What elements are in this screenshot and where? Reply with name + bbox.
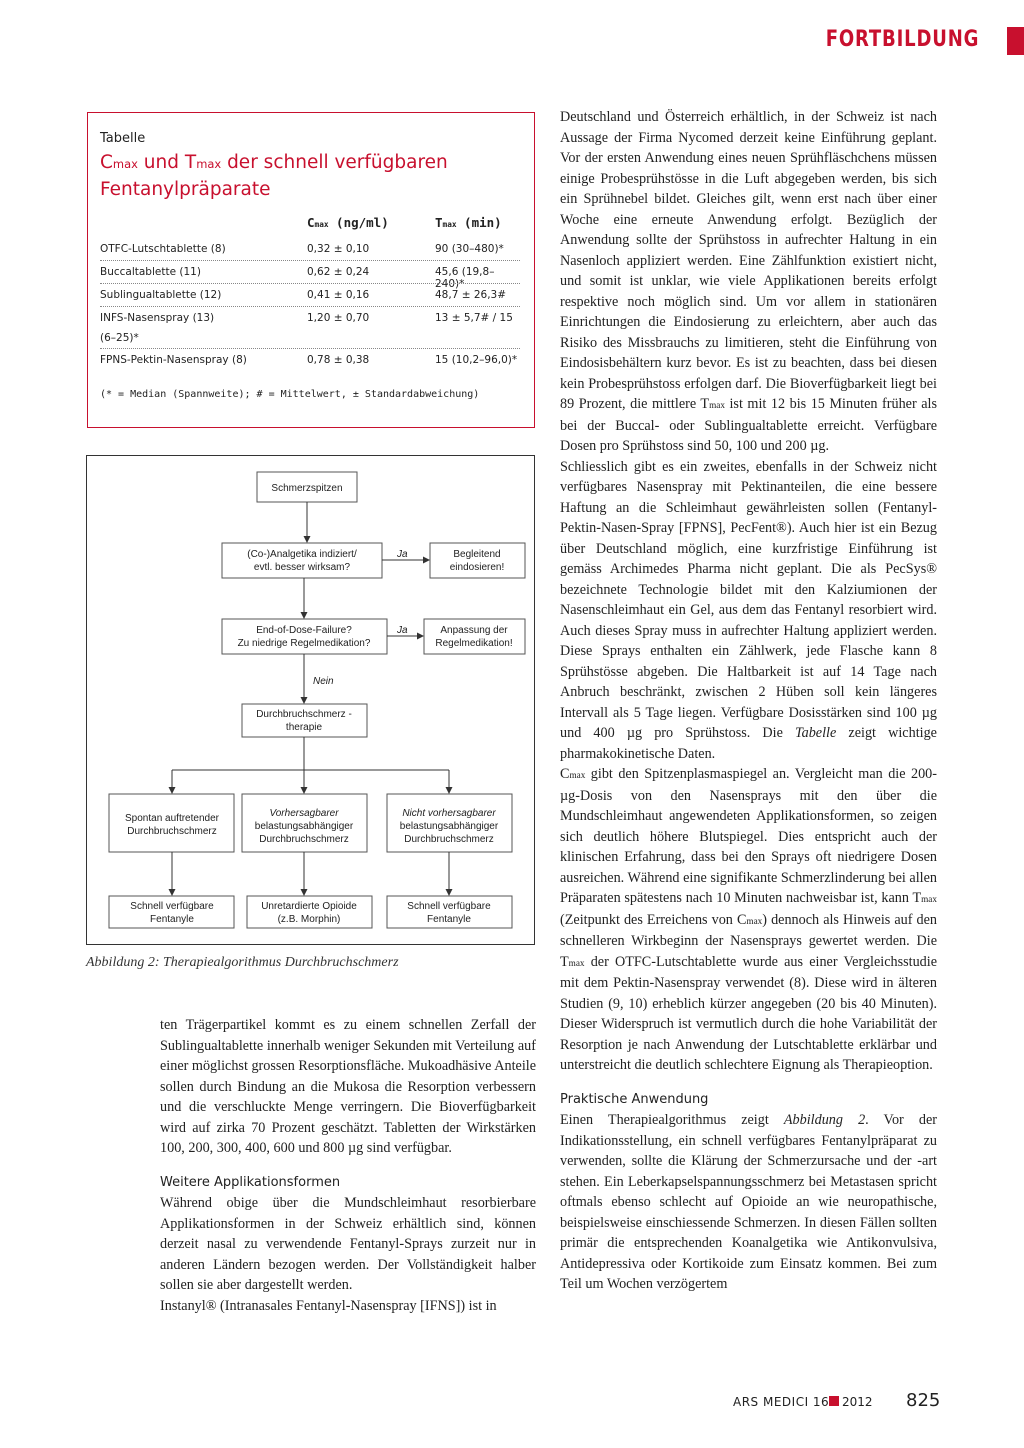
flow-text: Vorhersagbarer [269,808,339,819]
table-title: Cmax und Tmax der schnell verfügbaren Fentanylpräparate [100,152,448,200]
flow-text: Zu niedrige Regelmedikation? [237,638,371,649]
flow-text: Schnell verfügbare [407,901,491,912]
flow-label-nein: Nein [313,676,334,687]
flow-text: Fentanyle [150,914,194,925]
magazine-name: ARS MEDICI 16 [733,1395,830,1409]
footer-square-mark [829,1396,839,1406]
section-title: FORTBILDUNG [825,27,979,52]
column-header-cmax: Cmax (ng/ml) [307,215,389,230]
section-color-block [1007,27,1024,55]
right-column [560,107,937,1295]
flow-text: (Co-)Analgetika indiziert/ [247,549,357,560]
flowchart [87,456,536,946]
paragraph: Deutschland und Österreich erhältlich, in der Schweiz ist nach Aussage der Firma Nycomed derzeit keine Einführung geplant. Vor der ersten Anwendung eines neuen Sprühfläschchens müssen einige Probesprühstösse in die Luft abgegeben werden, bis sich ein Sprühnebel bildet. Gleiches gilt, wenn erst nach über einer Woche eine erneute Anwendung erfolgt. Bezüglich der Anwendung sollte der Sprühstoss in aufrechter Haltung in ein Nasenloch appliziert werden. Eine Zählfunktion existiert nicht, und somit ist unklar, wie viele Applikationen bereits erfolgt respektive noch möglich sind. Um vor allem in stationären Einrichtungen die Eindosierung zu erleichtern, aber auch das Risiko des Missbrauchs zu limitieren, steht die Einführung von Eindosisbehältern kurz bevor. Es ist zu beachten, dass bei diesen kein Probesprühstoss erfolgen darf. Die Bioverfügbarkeit liegt bei 89 Prozent, die mittlere Tmax ist mit 12 bis 15 Minuten früher als bei der Buccal- oder Sublingualtablette erreicht. Verfügbare Dosen pro Sprühstoss sind 50, 100 und 200 µg. [560,109,937,454]
paragraph: Während obige über die Mundschleimhaut resorbierbare Applikationsformen in der Schweiz erhältlich sind, können derzeit nasal zu verwendende Fentanyl-Sprays zurzeit nur in anderen Ländern bezogen werden. Der Vollständigkeit halber sollen sie aber dargestellt werden. [160,1195,536,1293]
table-row: INFS-Nasenspray (13) 1,20 ± 0,70 13 ± 5,7# / 15 (6–25)* [100,312,513,344]
paragraph: Schliesslich gibt es ein zweites, ebenfalls in der Schweiz nicht verfügbares Nasenspray mit Pektinanteilen, die eine bessere Haftung an die Schleimhaut gewährleisten sollen (Fentanyl-Pektin-Nasen-Spray [FPNS], PecFent®). Auch hier ist ein Bezug über Deutschland möglich, eine kurzfristige Einführung ist gemäss Archimedes Pharma nicht geplant. Die als PecSys® bezeichnete Technologie bildet mit den Kalziumionen der Nasenschleimhaut ein Gel, aus dem das Fentanyl resorbiert wird. Auch dieses Spray muss in aufrechter Haltung appliziert werden. Diese Sprays enthalten ein Zählwerk, jede Flasche kann 8 Sprühstösse abgeben. Die Haltbarkeit ist auf 14 Tage nach Anbruch beschränkt, zwischen 2 Hüben soll kein längeres Intervall als 5 Tage liegen. Verfügbare Dosisstärken sind 100 µg und 400 µg pro Sprühstoss. Die Tabelle zeigt wichtige pharmakokinetische Daten. [560,458,937,762]
flow-text: eindosieren! [449,562,505,573]
flow-text: Regelmedikation! [435,638,513,649]
figure-caption: Abbildung 2: Therapiealgorithmus Durchbruchschmerz [86,955,399,970]
page-number: 825 [906,1390,941,1411]
flow-text: therapie [285,722,323,733]
flow-text: Durchbruchschmerz [127,826,217,837]
flow-text: Schmerzspitzen [271,483,343,494]
table-row: Buccaltablette (11) 0,62 ± 0,24 45,6 (19,8–240)* [100,266,495,290]
paragraph: Cmax gibt den Spitzenplasmaspiegel an. Vergleicht man die 200-µg-Dosis von den Nasensprays mit den über die Mundschleimhaut angewendeten Applikationsformen, so zeigen sich deutlich höhere Blutspiegel. Dies entspricht auch der klinischen Erfahrung, dass bei den Sprays oft niedrigere Dosen ausreichen. Während eine signifikante Schmerzlinderung bei allen Präparaten spätestens nach 10 Minuten nachweisbar ist, kann Tmax (Zeitpunkt des Erreichens von Cmax) dennoch als Hinweis auf den schnelleren Wirkbeginn der Nasensprays gewertet werden. Die Tmax der OTFC-Lutschtablette wurde aus einer Vergleichsstudie mit dem Pektin-Nasenspray verwendet (8). Diese wird in älteren Studien (9, 10) erheblich kürzer angegeben (20 bis 40 Minuten). Dieser Widerspruch ist vermutlich durch die hohe Variabilität der Resorption je nach Anwendung der Lutschtablette erklärbar und unterstreicht die deutlich schlechtere Eignung als Therapieoption. [560,766,938,1073]
paragraph: Instanyl® (Intranasales Fentanyl-Nasenspray [IFNS]) ist in [160,1297,497,1314]
flow-text: belastungsabhängiger [254,821,354,832]
flow-text: (z.B. Morphin) [277,914,341,925]
flow-text: Begleitend [453,549,501,560]
flow-text: Fentanyle [427,914,471,925]
flow-text: End-of-Dose-Failure? [256,625,352,636]
left-column [160,1015,536,1316]
flow-text: Durchbruchschmerz [259,834,349,845]
flow-text: Unretardierte Opioide [261,901,357,912]
table-footnote: (* = Median (Spannweite); # = Mittelwert, ± Standardabweichung) [100,389,480,400]
table-kicker: Tabelle [100,131,146,146]
table-row: FPNS-Pektin-Nasenspray (8) 0,78 ± 0,38 15 (10,2–96,0)* [100,354,518,366]
flow-label-ja: Ja [397,625,408,636]
flow-text: evtl. besser wirksam? [253,562,351,573]
flow-text: Durchbruchschmerz - [256,709,352,720]
paragraph: ten Trägerpartikel kommt es zu einem schnellen Zerfall der Sublingualtablette innerhalb weniger Sekunden mit Verteilung auf einer möglichst grossen Resorptionsfläche. Mukoadhäsive Anteile sollen durch Bindung an die Mukosa die Resorption verbessern und die verschluckte Menge verringern. Die Bioverfügbarkeit wird auf zirka 70 Prozent geschätzt. Tabletten der Wirkstärken 100, 200, 300, 400, 600 und 800 µg sind verfügbar. [160,1017,536,1156]
column-header-tmax: Tmax (min) [435,215,502,230]
flow-text: Schnell verfügbare [130,901,214,912]
subheading: Praktische Anwendung [560,1091,709,1107]
flowchart-frame [86,455,535,945]
flow-text: Nicht vorhersagbarer [402,808,496,819]
flow-label-ja: Ja [397,549,408,560]
table-row: Sublingualtablette (12) 0,41 ± 0,16 48,7 ± 26,3# [100,289,507,301]
flow-text: Anpassung der [440,625,508,636]
flow-text: belastungsabhängiger [399,821,499,832]
issue-year: 2012 [842,1395,873,1409]
table-row: OTFC-Lutschtablette (8) 0,32 ± 0,10 90 (30–480)* [100,243,504,255]
flow-text: Durchbruchschmerz [404,834,494,845]
paragraph: Einen Therapiealgorithmus zeigt Abbildung 2. Vor der Indikationsstellung, ein schnell verfügbares Fentanylpräparat zu verwenden, sollte die Klärung der Schmerzursache und der -art stehen. Ein Leberkapselspannungsschmerz bei Metastasen spricht oftmals ebenso schlecht auf Opioide an wie neuropathische, beispielsweise einschiessende Schmerzen. In diesen Fällen sollten primär die entsprechenden Koanalgetika wie Antikonvulsiva, Antidepressiva oder Kortikoide zum Einsatz kommen. Bei zum Teil um Wochen verzögertem [560,1112,937,1292]
flow-text: Spontan auftretender [125,813,219,824]
subheading: Weitere Applikationsformen [160,1174,341,1190]
